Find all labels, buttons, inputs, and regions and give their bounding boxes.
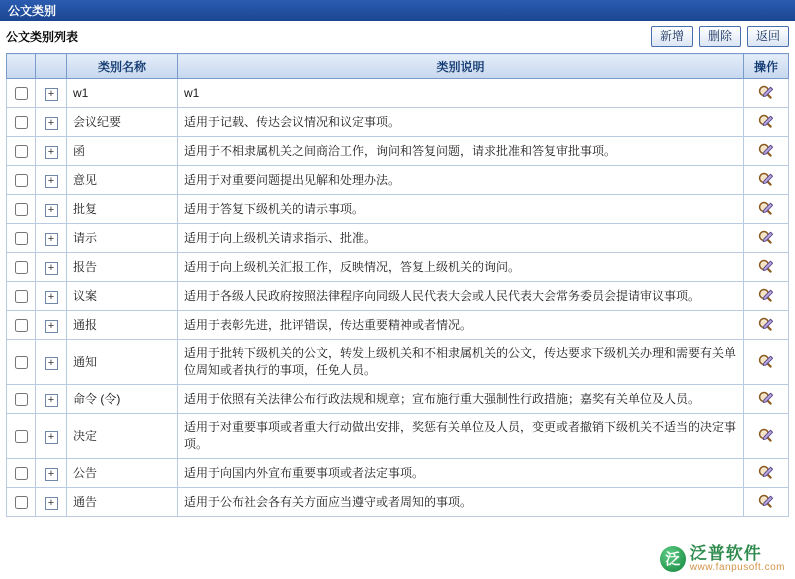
window-title-bar: [0, 0, 795, 21]
expand-plus-icon[interactable]: +: [45, 468, 58, 481]
view-edit-icon[interactable]: [757, 142, 775, 160]
expand-plus-icon[interactable]: +: [45, 497, 58, 510]
operation-cell: [744, 108, 789, 137]
watermark-text: [690, 545, 785, 573]
category-desc-cell: 适用于表彰先进，批评错误，传达重要精神或者情况。: [178, 311, 744, 340]
row-checkbox[interactable]: [15, 430, 28, 443]
table-row: [7, 414, 789, 459]
table-row: [7, 488, 789, 517]
row-checkbox[interactable]: [15, 261, 28, 274]
category-desc-cell: 适用于向上级机关请求指示、批准。: [178, 224, 744, 253]
view-edit-icon[interactable]: [757, 316, 775, 334]
table-row: [7, 459, 789, 488]
operation-cell: [744, 385, 789, 414]
row-expand-cell: [36, 108, 67, 137]
category-desc-cell: 适用于向国内外宣布重要事项或者法定事项。: [178, 459, 744, 488]
expand-plus-icon[interactable]: +: [45, 394, 58, 407]
category-desc-cell: 适用于公布社会各有关方面应当遵守或者周知的事项。: [178, 488, 744, 517]
expand-plus-icon[interactable]: +: [45, 88, 58, 101]
row-select-cell: [7, 224, 36, 253]
table-row: [7, 282, 789, 311]
row-expand-cell: [36, 195, 67, 224]
row-select-cell: [7, 195, 36, 224]
operation-cell: [744, 340, 789, 385]
row-checkbox[interactable]: [15, 174, 28, 187]
list-title: 公文类别列表: [6, 30, 79, 44]
row-select-cell: [7, 311, 36, 340]
row-select-cell: [7, 137, 36, 166]
operation-cell: [744, 79, 789, 108]
view-edit-icon[interactable]: [757, 390, 775, 408]
page-title: 公文类别: [8, 4, 57, 18]
category-name-cell: 通报: [67, 311, 178, 340]
category-name-cell: w1: [67, 79, 178, 108]
category-name-cell: 请示: [67, 224, 178, 253]
watermark-badge: 泛: [660, 546, 686, 572]
row-expand-cell: [36, 137, 67, 166]
view-edit-icon[interactable]: [757, 493, 775, 511]
operation-cell: [744, 311, 789, 340]
row-expand-cell: [36, 79, 67, 108]
row-select-cell: [7, 414, 36, 459]
row-checkbox[interactable]: [15, 319, 28, 332]
row-expand-cell: [36, 224, 67, 253]
category-name-cell: 会议纪要: [67, 108, 178, 137]
row-expand-cell: [36, 282, 67, 311]
table-row: [7, 340, 789, 385]
category-desc-cell: 适用于不相隶属机关之间商洽工作，询问和答复问题，请求批准和答复审批事项。: [178, 137, 744, 166]
back-button[interactable]: 返回: [747, 26, 789, 47]
category-name-cell: 命令 (令): [67, 385, 178, 414]
header-select: [7, 54, 36, 79]
table-row: [7, 385, 789, 414]
view-edit-icon[interactable]: [757, 84, 775, 102]
table-row: [7, 195, 789, 224]
category-name-cell: 批复: [67, 195, 178, 224]
category-desc-cell: 适用于记载、传达会议情况和议定事项。: [178, 108, 744, 137]
row-checkbox[interactable]: [15, 496, 28, 509]
row-checkbox[interactable]: [15, 393, 28, 406]
view-edit-icon[interactable]: [757, 287, 775, 305]
table-container: [0, 53, 795, 517]
row-checkbox[interactable]: [15, 203, 28, 216]
table-row: [7, 224, 789, 253]
category-name-cell: 函: [67, 137, 178, 166]
add-button[interactable]: 新增: [651, 26, 693, 47]
delete-button[interactable]: 删除: [699, 26, 741, 47]
row-checkbox[interactable]: [15, 116, 28, 129]
category-desc-cell: 适用于对重要事项或者重大行动做出安排，奖惩有关单位及人员，变更或者撤销下级机关不适当的决定事项。: [178, 414, 744, 459]
category-name-cell: 公告: [67, 459, 178, 488]
category-desc-cell: 适用于批转下级机关的公文，转发上级机关和不相隶属机关的公文，传达要求下级机关办理和需要有关单位周知或者执行的事项，任免人员。: [178, 340, 744, 385]
operation-cell: [744, 137, 789, 166]
expand-plus-icon[interactable]: +: [45, 233, 58, 246]
table-body: [7, 79, 789, 517]
header-category-name: 类别名称: [67, 54, 178, 79]
sub-header: [0, 21, 795, 53]
row-expand-cell: [36, 414, 67, 459]
header-category-desc: 类别说明: [178, 54, 744, 79]
row-select-cell: [7, 488, 36, 517]
row-expand-cell: [36, 459, 67, 488]
header-operation: 操作: [744, 54, 789, 79]
view-edit-icon[interactable]: [757, 229, 775, 247]
row-checkbox[interactable]: [15, 356, 28, 369]
expand-plus-icon[interactable]: +: [45, 117, 58, 130]
row-select-cell: [7, 385, 36, 414]
category-desc-cell: 适用于对重要问题提出见解和处理办法。: [178, 166, 744, 195]
expand-plus-icon[interactable]: +: [45, 357, 58, 370]
header-expand: [36, 54, 67, 79]
watermark-url: www.fanpusoft.com: [689, 561, 785, 573]
row-expand-cell: [36, 385, 67, 414]
table-row: [7, 311, 789, 340]
row-expand-cell: [36, 340, 67, 385]
operation-cell: [744, 488, 789, 517]
view-edit-icon[interactable]: [757, 427, 775, 445]
row-checkbox[interactable]: [15, 290, 28, 303]
view-edit-icon[interactable]: [757, 171, 775, 189]
table-row: [7, 253, 789, 282]
operation-cell: [744, 282, 789, 311]
row-checkbox[interactable]: [15, 232, 28, 245]
row-select-cell: [7, 79, 36, 108]
expand-plus-icon[interactable]: +: [45, 291, 58, 304]
operation-cell: [744, 166, 789, 195]
category-desc-cell: 适用于答复下级机关的请示事项。: [178, 195, 744, 224]
category-name-cell: 通知: [67, 340, 178, 385]
table-row: [7, 137, 789, 166]
category-desc-cell: 适用于向上级机关汇报工作，反映情况，答复上级机关的询问。: [178, 253, 744, 282]
row-checkbox[interactable]: [15, 87, 28, 100]
category-name-cell: 通告: [67, 488, 178, 517]
operation-cell: [744, 195, 789, 224]
view-edit-icon[interactable]: [757, 464, 775, 482]
row-select-cell: [7, 253, 36, 282]
row-checkbox[interactable]: [15, 145, 28, 158]
view-edit-icon[interactable]: [757, 200, 775, 218]
expand-plus-icon[interactable]: +: [45, 262, 58, 275]
watermark-name: 泛普软件: [689, 543, 762, 563]
category-desc-cell: w1: [178, 79, 744, 108]
row-expand-cell: [36, 488, 67, 517]
category-name-cell: 意见: [67, 166, 178, 195]
table-header-row: [7, 54, 789, 79]
row-select-cell: [7, 459, 36, 488]
operation-cell: [744, 224, 789, 253]
table-row: [7, 166, 789, 195]
row-expand-cell: [36, 311, 67, 340]
table-row: [7, 108, 789, 137]
row-select-cell: [7, 166, 36, 195]
table-row: [7, 79, 789, 108]
view-edit-icon[interactable]: [757, 113, 775, 131]
category-table: [6, 53, 789, 517]
operation-cell: [744, 414, 789, 459]
category-name-cell: 决定: [67, 414, 178, 459]
row-expand-cell: [36, 253, 67, 282]
category-desc-cell: 适用于依照有关法律公布行政法规和规章；宣布施行重大强制性行政措施；嘉奖有关单位及人员。: [178, 385, 744, 414]
category-name-cell: 议案: [67, 282, 178, 311]
row-select-cell: [7, 282, 36, 311]
toolbar-buttons: [651, 26, 789, 47]
row-select-cell: [7, 340, 36, 385]
row-expand-cell: [36, 166, 67, 195]
row-checkbox[interactable]: [15, 467, 28, 480]
expand-plus-icon[interactable]: +: [45, 175, 58, 188]
view-edit-icon[interactable]: [757, 258, 775, 276]
operation-cell: [744, 459, 789, 488]
expand-plus-icon[interactable]: +: [45, 431, 58, 444]
watermark-logo: [660, 545, 785, 573]
category-desc-cell: 适用于各级人民政府按照法律程序向同级人民代表大会或人民代表大会常务委员会提请审议事项。: [178, 282, 744, 311]
expand-plus-icon[interactable]: +: [45, 320, 58, 333]
expand-plus-icon[interactable]: +: [45, 204, 58, 217]
view-edit-icon[interactable]: [757, 353, 775, 371]
row-select-cell: [7, 108, 36, 137]
category-name-cell: 报告: [67, 253, 178, 282]
operation-cell: [744, 253, 789, 282]
expand-plus-icon[interactable]: +: [45, 146, 58, 159]
